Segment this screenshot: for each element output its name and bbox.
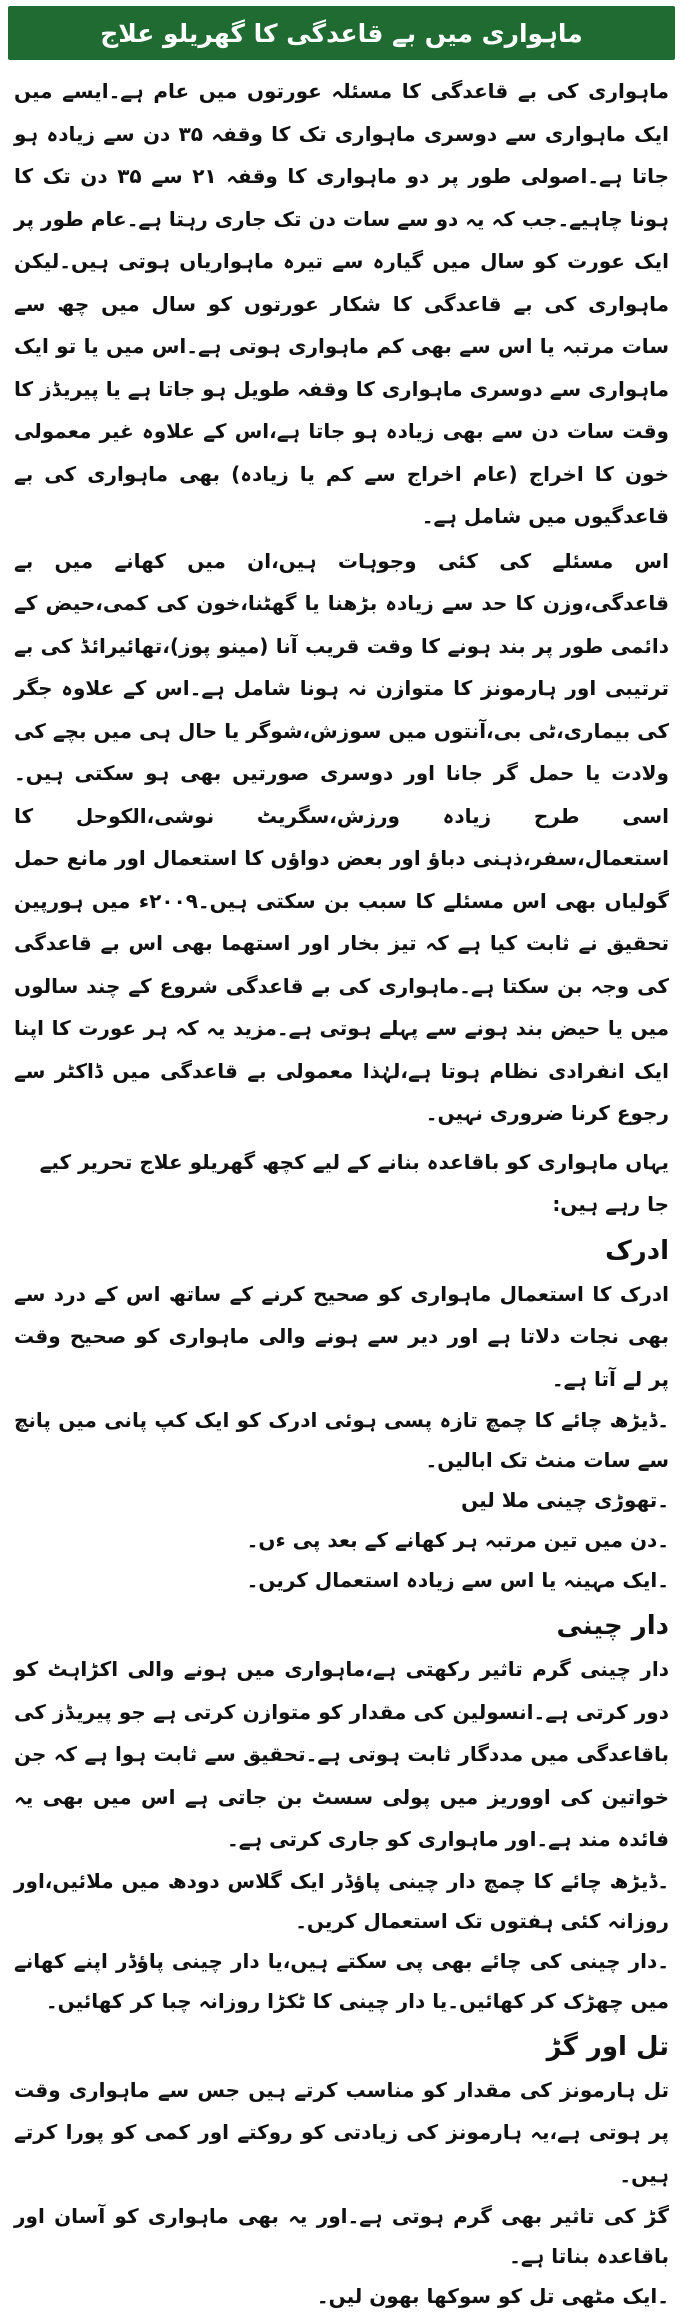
- section-cinnamon-bullet-1: ۔ڈیڑھ چائے کا چمچ دار چینی پاؤڈر ایک گلاس دودھ میں ملائیں،اور روزانہ کئی ہفتوں تک استعمال کریں۔: [14, 1861, 669, 1941]
- article-page: [0, 6, 683, 2054]
- section-heading-cinnamon: دار چینی: [14, 1604, 669, 1648]
- section-sesame-jaggery-paragraph: تل ہارمونز کی مقدار کو مناسب کرتے ہیں جس سے ماہواری وقت پر ہوتی ہے،یہ ہارمونز کی زیادتی کو روکتے اور کمی کو پورا کرتے ہیں۔: [14, 2069, 669, 2197]
- section-sesame-jaggery-bullet-1: گڑ کی تاثیر بھی گرم ہوتی ہے۔اور یہ بھی ماہواری کو آسان اور باقاعدہ بناتا ہے۔: [14, 2196, 669, 2276]
- section-ginger-bullet-2: ۔تھوڑی چینی ملا لیں: [14, 1480, 669, 1520]
- section-ginger-paragraph: ادرک کا استعمال ماہواری کو صحیح کرنے کے ساتھ اس کے درد سے بھی نجات دلاتا ہے اور دیر سے ہونے والی ماہواری کو صحیح وقت پر لے آتا ہے۔: [14, 1273, 669, 1401]
- section-sesame-jaggery-bullet-2: ۔ایک مٹھی تل کو سوکھا بھون لیں۔: [14, 2276, 669, 2316]
- intro-paragraph-2: اس مسئلے کی کئی وجوہات ہیں،ان میں کھانے میں بے قاعدگی،وزن کا حد سے زیادہ بڑھنا یا گھٹنا،خون کی کمی،حیض کے دائمی طور پر بند ہونے کا وقت قریب آنا (مینو پوز)،تھائیرائڈ کی بے ترتیبی اور ہارمونز کا متوازن نہ ہونا شامل ہے۔اس کے علاوہ جگر کی بیماری،ٹی بی،آنتوں میں سوزش،شوگر یا حال ہی میں بچے کی ولادت یا حمل گر جانا اور دوسری صورتیں بھی ہو سکتی ہیں۔اسی طرح زیادہ ورزش،سگریٹ نوشی،الکوحل کا استعمال،سفر،ذہنی دباؤ اور بعض دواؤں کا استعمال اور مانع حمل گولیاں بھی اس مسئلے کا سبب بن سکتی ہیں۔۲۰۰۹ء میں ہورپین تحقیق نے ثابت کیا ہے کہ تیز بخار اور استھما بھی اس بے قاعدگی کی وجہ بن سکتا ہے۔ماہواری کی بے قاعدگی شروع کے چند سالوں میں یا حیض بند ہونے سے پہلے ہوتی ہے۔مزید یہ کہ ہر عورت کا اپنا ایک انفرادی نظام ہوتا ہے،لہٰذا معمولی بے قاعدگی میں ڈاکٹر سے رجوع کرنا ضروری نہیں۔: [14, 540, 669, 1135]
- article-body: [0, 60, 683, 2316]
- section-ginger-bullet-3: ۔دن میں تین مرتبہ ہر کھانے کے بعد پی ءں۔: [14, 1520, 669, 1560]
- section-ginger-bullet-1: ۔ڈیڑھ چائے کا چمچ تازہ پسی ہوئی ادرک کو ایک کپ پانی میں پانچ سے سات منٹ تک ابالیں۔: [14, 1400, 669, 1480]
- section-cinnamon: [14, 1604, 669, 2021]
- section-heading-sesame-jaggery: تل اور گڑ: [14, 2025, 669, 2069]
- remedies-intro: یہاں ماہواری کو باقاعدہ بنانے کے لیے کچھ گھریلو علاج تحریر کیے جا رہے ہیں:: [14, 1141, 669, 1225]
- section-heading-ginger: ادرک: [14, 1229, 669, 1273]
- section-cinnamon-paragraph: دار چینی گرم تاثیر رکھتی ہے،ماہواری میں ہونے والی اکڑاہٹ کو دور کرتی ہے۔انسولین کی مقدار کو متوازن کرتی ہے جو پیریڈز کی باقاعدگی میں مددگار ثابت ہوتی ہے۔تحقیق سے ثابت ہوا ہے کہ جن خواتین کی اووریز میں پولی سسٹ بن جاتی ہے اس میں بھی یہ فائدہ مند ہے۔اور ماہواری کو جاری کرتی ہے۔: [14, 1648, 669, 1861]
- section-ginger-bullet-4: ۔ایک مہینہ یا اس سے زیادہ استعمال کریں۔: [14, 1560, 669, 1600]
- intro-paragraph-1: ماہواری کی بے قاعدگی کا مسئلہ عورتوں میں عام ہے۔ایسے میں ایک ماہواری سے دوسری ماہواری تک کا وقفہ ۳۵ دن سے زیادہ ہو جاتا ہے۔اصولی طور پر دو ماہواری کا وقفہ ۲۱ سے ۳۵ دن تک کا ہونا چاہیے۔جب کہ یہ دو سے سات دن تک جاری رہتا ہے۔عام طور پر ایک عورت کو سال میں گیارہ سے تیرہ ماہواریاں ہوتی ہیں۔لیکن ماہواری کی بے قاعدگی کا شکار عورتوں کو سال میں چھ سے سات مرتبہ یا اس سے بھی کم ماہواری ہوتی ہے۔اس میں یا تو ایک ماہواری سے دوسری ماہواری کا وقفہ طویل ہو جاتا ہے یا پیریڈز کا وقت سات دن سے بھی زیادہ ہو جاتا ہے،اس کے علاوہ غیر معمولی خون کا اخراج (عام اخراج سے کم یا زیادہ) بھی ماہواری کی بے قاعدگیوں میں شامل ہے۔: [14, 70, 669, 538]
- section-sesame-jaggery: [14, 2025, 669, 2316]
- article-title: ماہواری میں بے قاعدگی کا گھریلو علاج: [100, 21, 582, 46]
- title-bar: [8, 6, 675, 60]
- section-cinnamon-bullet-2: ۔دار چینی کی چائے بھی پی سکتے ہیں،یا دار چینی پاؤڈر اپنے کھانے میں چھڑک کر کھائیں۔یا دار چینی کا ٹکڑا روزانہ چبا کر کھائیں۔: [14, 1941, 669, 2021]
- section-ginger: [14, 1229, 669, 1601]
